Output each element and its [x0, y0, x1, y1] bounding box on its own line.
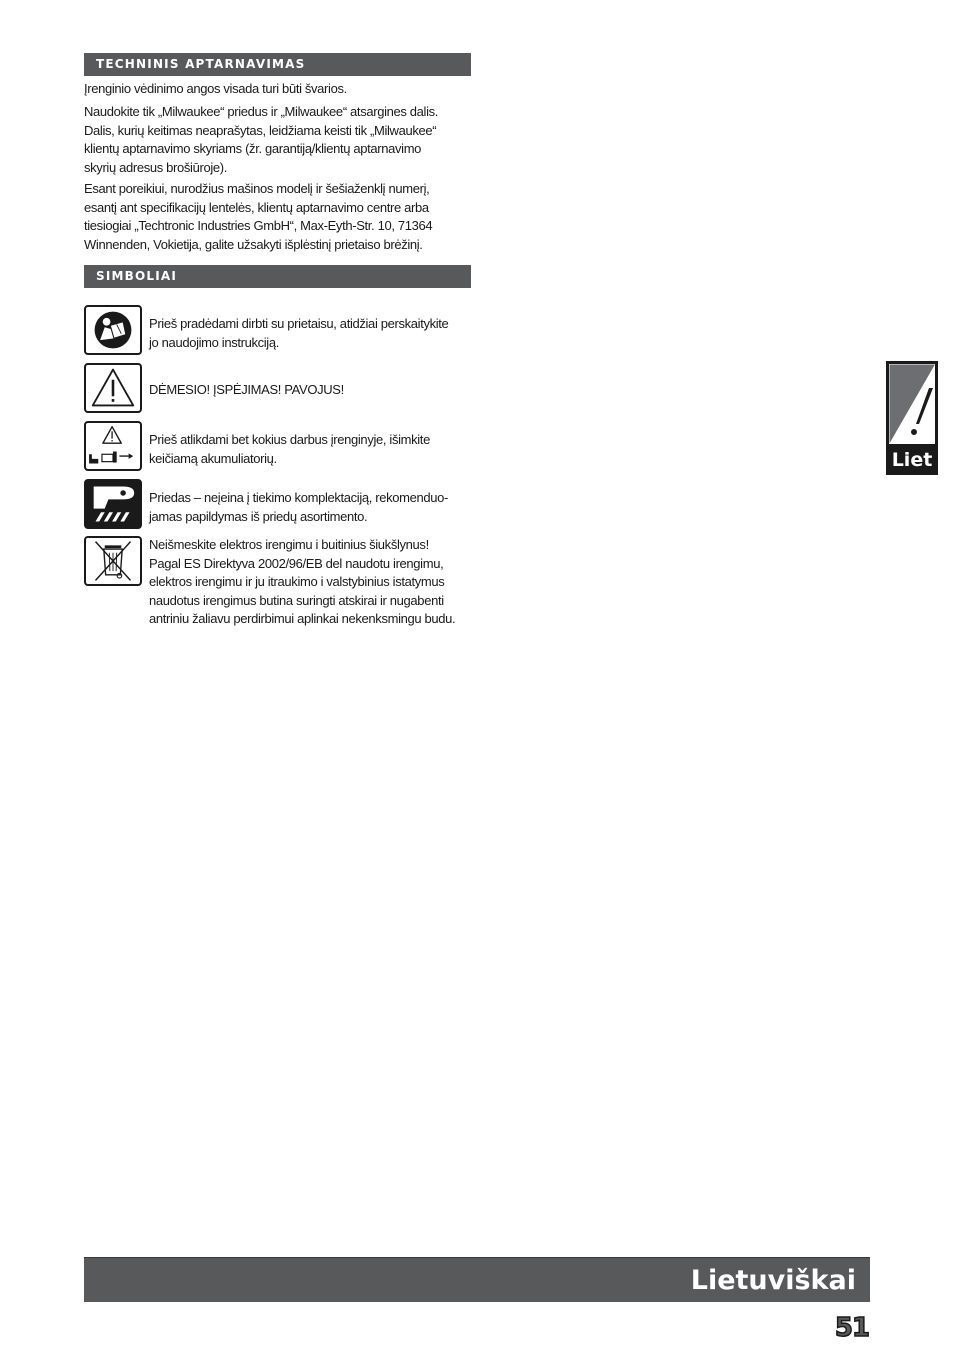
warning-triangle-icon — [84, 363, 142, 413]
page-number: 51 — [834, 1313, 869, 1343]
footer-language-title: Lietuviškai — [690, 1265, 856, 1296]
remove-battery-icon — [84, 421, 142, 471]
service-paragraph-1: Įrenginio vėdinimo angos visada turi būti švarios. — [84, 81, 347, 96]
symbol-text-warning: DĖMESIO! ĮSPĖJIMAS! PAVOJUS! — [149, 382, 344, 397]
language-side-tab — [886, 361, 938, 475]
symbol-text-weee: Neišmeskite elektros irengimu i buitinius šiukšlynus! Pagal ES Direktyva 2002/96/EB del naudotu irengimu, elektros irengimu ir ju itraukimo i valstybinius istatymus naudotus irengimus butina suringti atskirai ir nugabenti antriniu žaliavu perdirbimui aplinkai nekenksmingu budu. — [149, 537, 456, 626]
weee-bin-icon — [84, 536, 142, 586]
read-manual-icon — [84, 305, 142, 355]
symbol-text-read-manual: Prieš pradėdami dirbti su prietaisu, atidžiai perskaitykite jo naudojimo instrukciją. — [149, 316, 449, 350]
accessory-icon — [84, 479, 142, 529]
symbol-text-remove-battery: Prieš atlikdami bet kokius darbus įrenginyje, išimkite keičiamą akumuliatorių. — [149, 432, 430, 466]
footer-language-bar — [84, 1257, 870, 1302]
section-header-symbols: SIMBOLIAI — [84, 265, 471, 288]
section-header-service: TECHNINIS APTARNAVIMAS — [84, 53, 471, 76]
service-paragraph-3: Esant poreikiui, nurodžius mašinos modelį ir šešiaženklį numerį, esantį ant specifikacijų lentelės, klientų aptarnavimo centre arba tiesiogiai „Techtronic Industries GmbH“, Max-Eyth-Str. 10, 71364 Winnenden, Vokietija, galite užsakyti išplėstinį prietaiso brėžinį. — [84, 181, 433, 252]
symbol-text-accessory: Priedas – neįeina į tiekimo komplektaciją, rekomenduo- jamas papildymas iš priedų asortimento. — [149, 490, 449, 524]
warning-exclamation-icon — [889, 364, 935, 444]
side-tab-label: Liet — [891, 449, 933, 471]
service-paragraph-2: Naudokite tik „Milwaukee“ priedus ir „Milwaukee“ atsargines dalis. Dalis, kurių keitimas neaprašytas, leidžiama keisti tik „Milwaukee“ klientų aptarnavimo skyriams (žr. garantiją/klientų aptarnavimo skyrių adresus brošiūroje). — [84, 104, 439, 175]
